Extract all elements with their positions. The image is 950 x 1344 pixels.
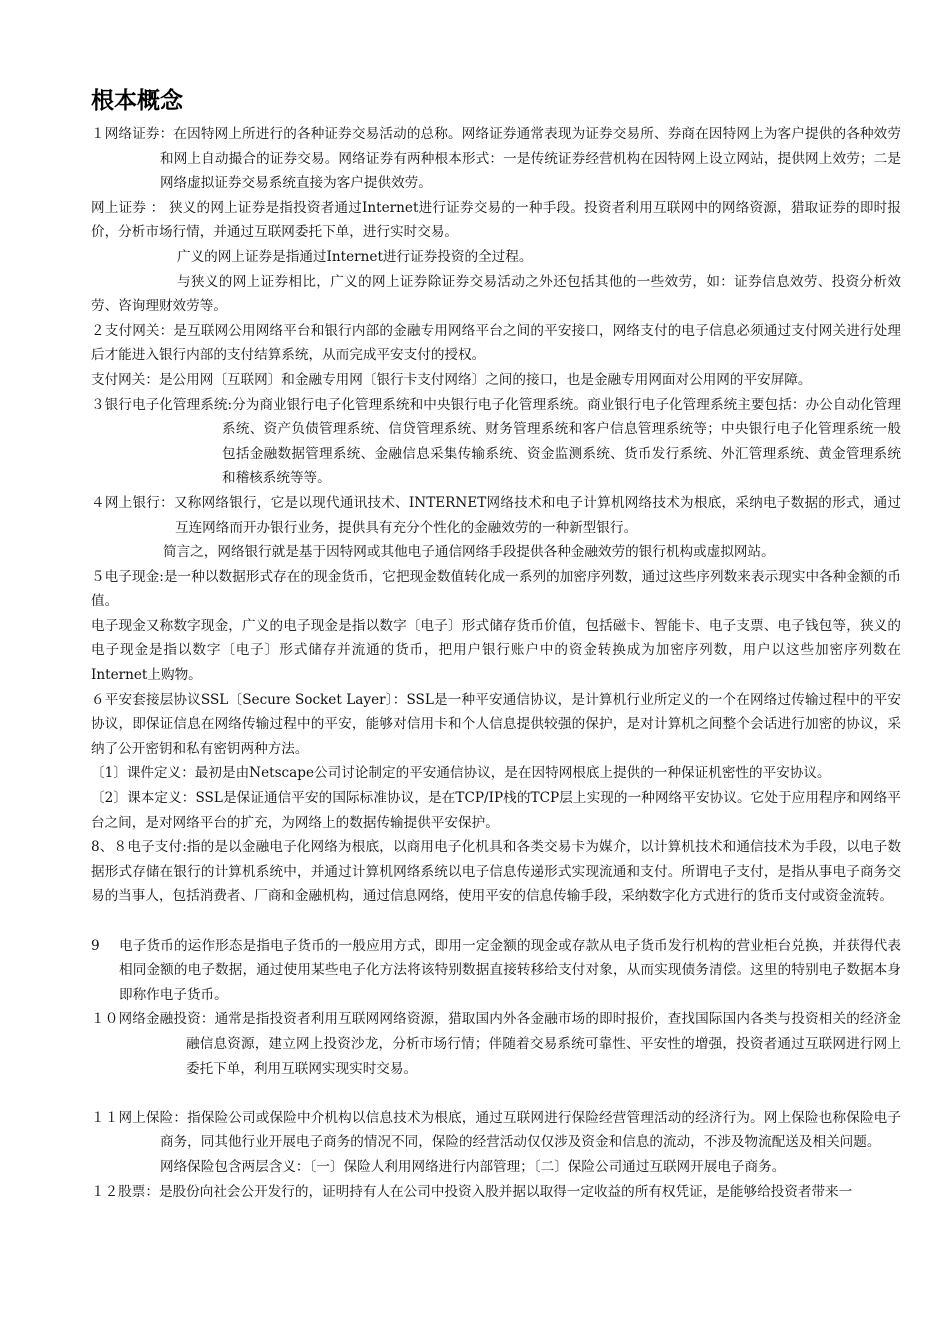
paragraph-online-securities-narrow: 网上证券 ： 狭义的网上证券是指投资者通过Internet进行证券交易的一种手段。投资者利用互联网中的网络资源，猎取证券的即时报价，分析市场行情，并通过互联网委托下单，进行实时交易。	[91, 199, 901, 241]
paragraph-number: 9	[91, 937, 100, 954]
paragraph-payment-gateway-alt: 支付网关：是公用网〔互联网〕和金融专用网〔银行卡支付网络〕之间的接口，也是金融专用网面对公用网的平安屏障。	[91, 371, 812, 388]
paragraph-electronic-payment: 8、８电子支付:指的是以金融电子化网络为根底，以商用电子化机具和各类交易卡为媒介，以计算机技术和通信技术为手段，以电子数据形式存储在银行的计算机系统中，并通过计算机网络系统以电子信息传递形式实现流通和支付。所谓电子支付，是指从事电子商务交易的当事人，包括消费者、厂商和金融机构，通过信息网络，使用平安的信息传输手段，采纳数字化方式进行的货币支付或资金流转。	[91, 839, 901, 905]
paragraph-electronic-cash: ５电子现金:是一种以数据形式存在的现金货币，它把现金数值转化成一系列的加密序列数，通过这些序列数来表示现实中各种金额的币值。	[91, 568, 901, 610]
paragraph-online-securities-compare: 与狭义的网上证券相比，广义的网上证券除证券交易活动之外还包括其他的一些效劳，如：证券信息效劳、投资分析效劳、咨询理财效劳等。	[91, 273, 901, 315]
paragraph-network-insurance-meaning: 网络保险包含两层含义：〔一〕保险人利用网络进行内部管理；〔二〕保险公司通过互联网开展电子商务。	[160, 1158, 786, 1175]
paragraph-online-bank: ４网上银行：又称网络银行，它是以现代通讯技术、INTERNET网络技术和电子计算机网络技术为根底，采纳电子数据的形式，通过互连网络而开办银行业务，提供具有充分个性化的金融效劳的一种新型银行。	[91, 494, 901, 536]
paragraph-network-securities: １网络证券：在因特网上所进行的各种证券交易活动的总称。网络证券通常表现为证券交易所、券商在因特网上为客户提供的各种效劳和网上自动撮合的证券交易。网络证券有两种根本形式：一是传统证券经营机构在因特网上设立网站，提供网上效劳；二是网络虚拟证券交易系统直接为客户提供效劳。	[91, 126, 901, 192]
paragraph-digital-cash: 电子现金又称数字现金，广义的电子现金是指以数字〔电子〕形式储存货币价值，包括磁卡、智能卡、电子支票、电子钱包等，狭义的电子现金是指以数字〔电子〕形式储存并流通的货币，把用户银行账户中的资金转换成为加密序列数，用户以这些加密序列数在Internet上购物。	[91, 617, 901, 684]
paragraph-electronic-money-form	[91, 934, 901, 1008]
spacer	[91, 1081, 901, 1106]
paragraph-network-financial-investment: １０网络金融投资：通常是指投资者利用互联网网络资源，猎取国内外各金融市场的即时报价，查找国际国内各类与投资相关的经济金融信息资源，建立网上投资沙龙，分析市场行情；伴随着交易系统可靠性、平安性的增强，投资者通过互联网进行网上委托下单，利用互联网实现实时交易。	[91, 1011, 901, 1077]
paragraph-payment-gateway: ２支付网关：是互联网公用网络平台和银行内部的金融专用网络平台之间的平安接口，网络支付的电子信息必须通过支付网关进行处理后才能进入银行内部的支付结算系统，从而完成平安支付的授权。	[91, 322, 901, 364]
paragraph-ssl-protocol: ６平安套接层协议SSL〔Secure Socket Layer〕：SSL是一种平安通信协议，是计算机行业所定义的一个在网络过传输过程中的平安协议，即保证信息在网络传输过程中的平安，能够对信用卡和个人信息提供较强的保护，是对计算机之间整个会话进行加密的协议，采纳了公开密钥和私有密钥两种方法。	[91, 691, 901, 757]
document-body	[91, 122, 901, 1204]
paragraph-online-bank-summary: 简言之，网络银行就是基于因特网或其他电子通信网络手段提供各种金融效劳的银行机构或虚拟网站。	[163, 544, 775, 561]
spacer	[91, 909, 901, 934]
paragraph-bank-management-system: ３银行电子化管理系统:分为商业银行电子化管理系统和中央银行电子化管理系统。商业银行电子化管理系统主要包括：办公自动化管理系统、资产负债管理系统、信贷管理系统、财务管理系统和客户信息管理系统等；中央银行电子化管理系统一般包括金融数据管理系统、金融信息采集传输系统、资金监测系统、货币发行系统、外汇管理系统、黄金管理系统和稽核系统等等。	[91, 396, 901, 487]
paragraph-text: 电子货币的运作形态是指电子货币的一般应用方式，即用一定金额的现金或存款从电子货币发行机构的营业柜台兑换，并获得代表相同金额的电子数据，通过使用某些电子化方法将该特别数据直接转移给支付对象，从而实现债务清偿。这里的特别电子数据本身即称作电子货币。	[119, 937, 901, 1003]
paragraph-online-insurance: １１网上保险：指保险公司或保险中介机构以信息技术为根底，通过互联网进行保险经营管理活动的经济行为。网上保险也称保险电子商务，同其他行业开展电子商务的情况不同，保险的经营活动仅仅涉及资金和信息的流动，不涉及物流配送及相关问题。	[91, 1109, 901, 1151]
paragraph-ssl-textbook-definition: 〔2〕课本定义：SSL是保证通信平安的国际标准协议，是在TCP/IP栈的TCP层上实现的一种网络平安协议。它处于应用程序和网络平台之间，是对网络平台的扩充，为网络上的数据传输提供平安保护。	[91, 790, 901, 831]
paragraph-stock: １２股票：是股份向社会公开发行的，证明持有人在公司中投资入股并据以取得一定收益的所有权凭证，是能够给投资者带来一	[91, 1183, 853, 1200]
page-title: 根本概念	[91, 88, 183, 114]
paragraph-online-securities-broad: 广义的网上证券是指通过Internet进行证券投资的全过程。	[177, 248, 533, 265]
paragraph-ssl-courseware-definition: 〔1〕课件定义：最初是由Netscape公司讨论制定的平安通信协议，是在因特网根底上提供的一种保证机密性的平安协议。	[91, 765, 831, 782]
